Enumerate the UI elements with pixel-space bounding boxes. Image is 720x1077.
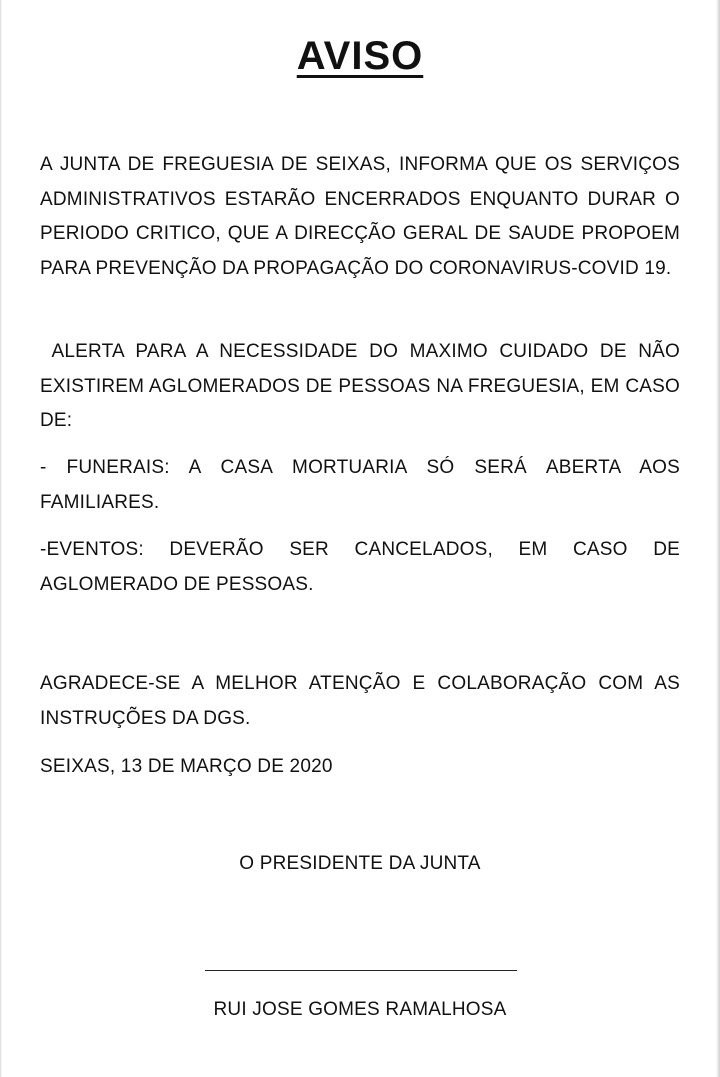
page-right-edge [716,0,720,1077]
signer-name: RUI JOSE GOMES RAMALHOSA [213,999,507,1020]
signature-line [205,970,517,971]
page-left-edge [0,0,2,1077]
paragraph-events: -EVENTOS: DEVERÃO SER CANCELADOS, EM CASO DE AGLOMERADO DE PESSOAS. [40,539,680,595]
notice-title [0,30,720,82]
place-date: SEIXAS, 13 DE MARÇO DE 2020 [40,756,333,777]
paragraph-funerals: - FUNERAIS: A CASA MORTUARIA SÓ SERÁ ABERTA AOS FAMILIARES. [40,457,680,513]
notice-title-text: AVISO [296,34,424,78]
paragraph-thanks: AGRADECE-SE A MELHOR ATENÇÃO E COLABORAÇÃO COM AS INSTRUÇÕES DA DGS. [40,673,680,729]
paragraph-closure-notice: A JUNTA DE FREGUESIA DE SEIXAS, INFORMA QUE OS SERVIÇOS ADMINISTRATIVOS ESTARÃO ENCERRADOS ENQUANTO DURAR O PERIODO CRITICO, QUE A DIRECÇÃO GERAL DE SAUDE PROPOEM PARA PREVENÇÃO DA PROPAGAÇÃO DO CORONAVIRUS-COVID 19. [40,154,680,279]
paragraph-gathering-alert: ALERTA PARA A NECESSIDADE DO MAXIMO CUIDADO DE NÃO EXISTIREM AGLOMERADOS DE PESSOAS NA FREGUESIA, EM CASO DE: [40,341,686,431]
signature-title: O PRESIDENTE DA JUNTA [239,853,481,874]
